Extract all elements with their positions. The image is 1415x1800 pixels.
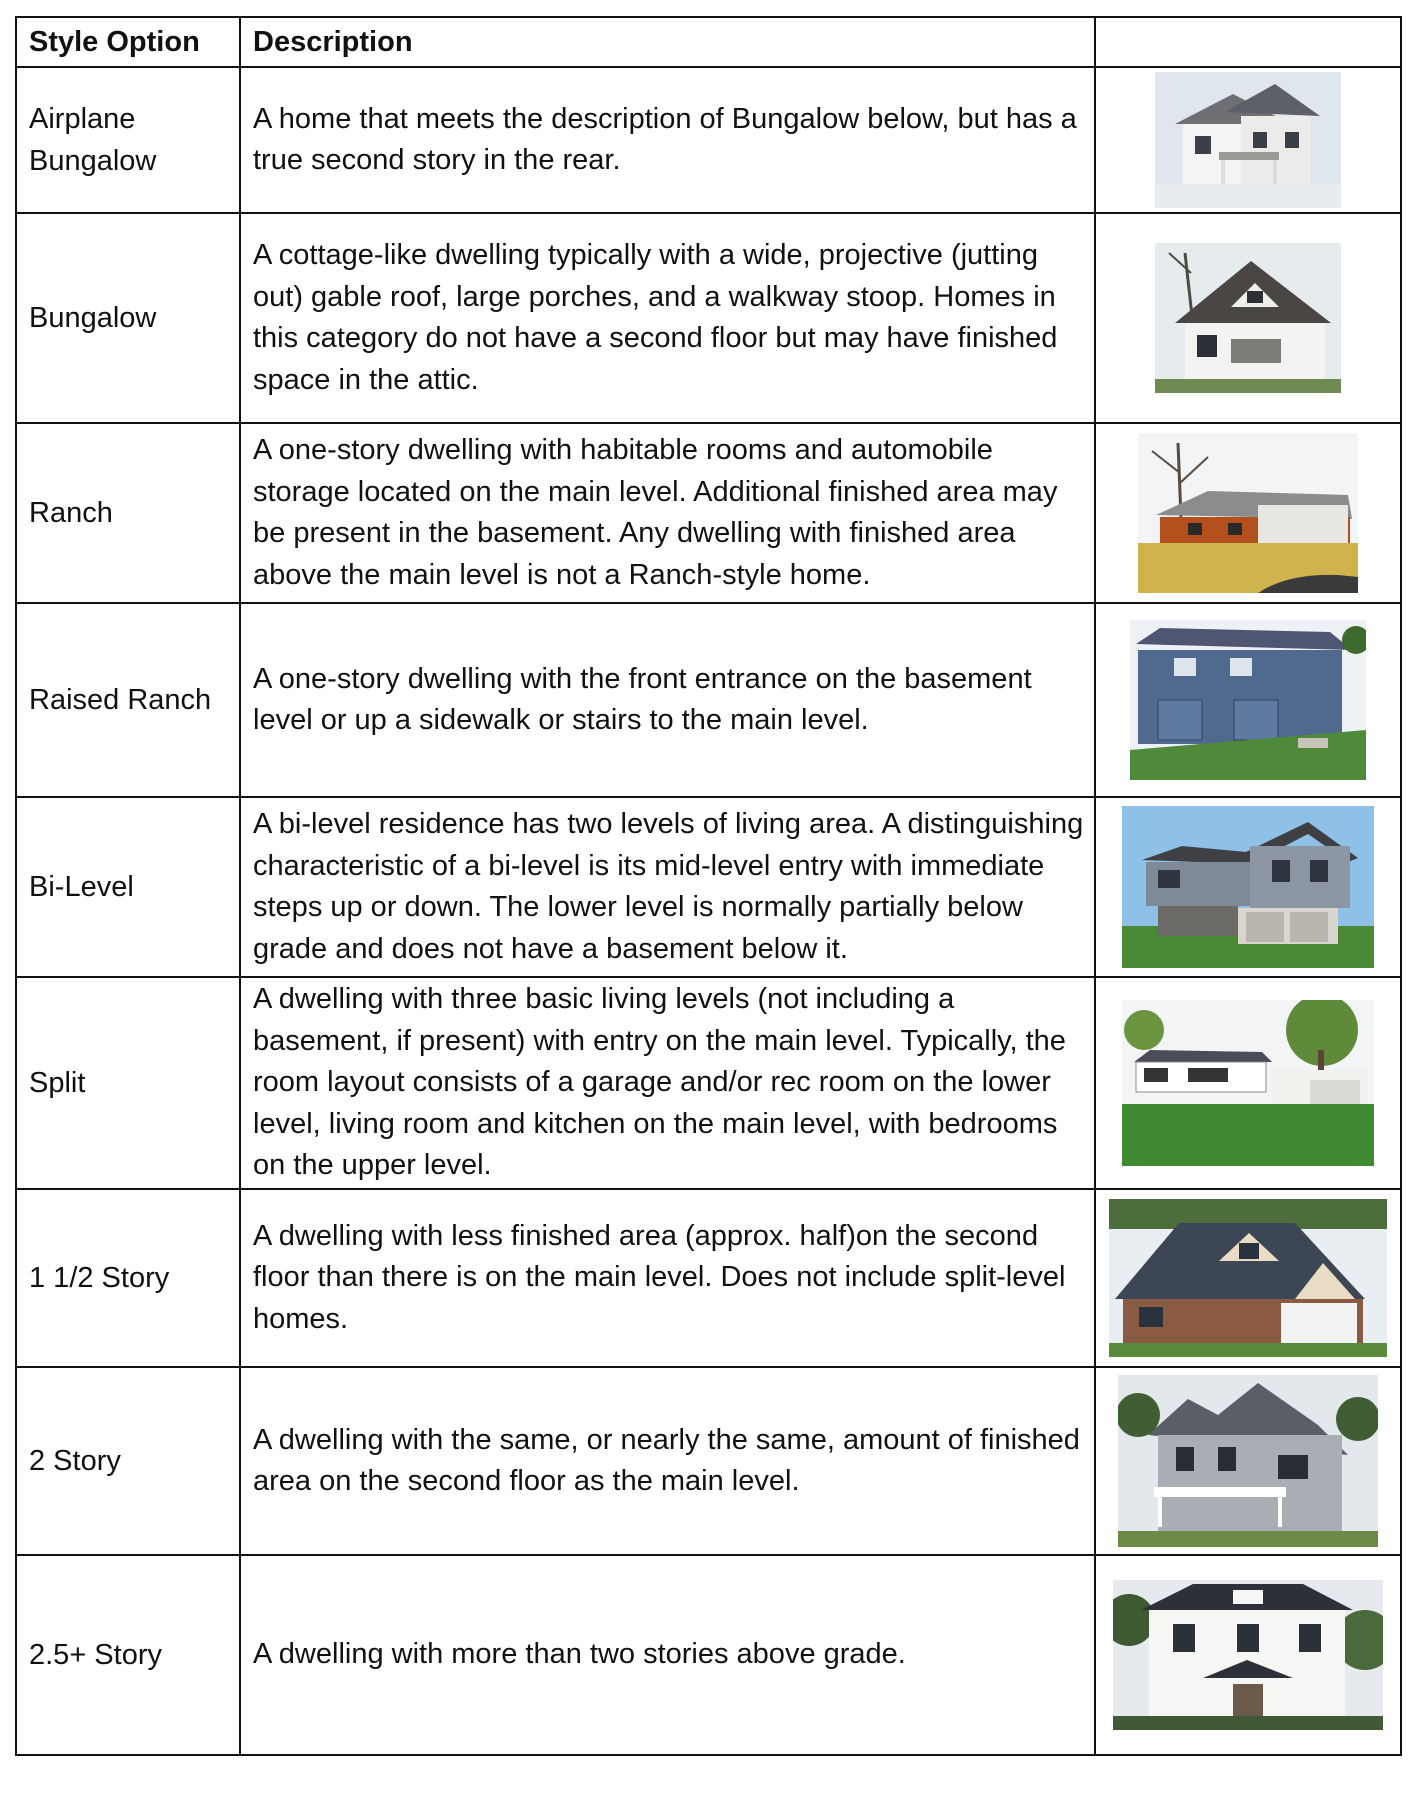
description-cell: A bi-level residence has two levels of living area. A distinguishing characteristic of a bi-level is its mid-level entry with immediate steps up or down. The lower level is normally partially below grade and does not have a basement below it.: [240, 797, 1095, 977]
table-row: [16, 603, 1401, 797]
style-option-cell: 2 Story: [16, 1367, 240, 1555]
table-row: [16, 1555, 1401, 1755]
photo-cell: [1095, 1367, 1401, 1555]
style-option-cell: Raised Ranch: [16, 603, 240, 797]
table-row: [16, 67, 1401, 213]
photo-cell: [1095, 603, 1401, 797]
two-and-half-story-photo: [1113, 1580, 1383, 1730]
description-cell: A cottage-like dwelling typically with a wide, projective (jutting out) gable roof, large porches, and a walkway stoop. Homes in this category do not have a second floor but may have finished space in the attic.: [240, 213, 1095, 423]
style-option-cell: Airplane Bungalow: [16, 67, 240, 213]
header-style-option: Style Option: [16, 17, 240, 67]
split-photo: [1122, 1000, 1374, 1166]
description-cell: A dwelling with the same, or nearly the same, amount of finished area on the second floor as the main level.: [240, 1367, 1095, 1555]
photo-cell: [1095, 1555, 1401, 1755]
style-option-cell: Bungalow: [16, 213, 240, 423]
table-row: [16, 797, 1401, 977]
style-option-cell: 2.5+ Story: [16, 1555, 240, 1755]
style-option-cell: Bi-Level: [16, 797, 240, 977]
style-option-cell: 1 1/2 Story: [16, 1189, 240, 1367]
table-row: [16, 423, 1401, 603]
table-row: [16, 1367, 1401, 1555]
photo-cell: [1095, 797, 1401, 977]
style-option-cell: Ranch: [16, 423, 240, 603]
description-cell: A one-story dwelling with the front entrance on the basement level or up a sidewalk or stairs to the main level.: [240, 603, 1095, 797]
description-cell: A home that meets the description of Bungalow below, but has a true second story in the rear.: [240, 67, 1095, 213]
bi-level-photo: [1122, 806, 1374, 968]
header-image: [1095, 17, 1401, 67]
raised-ranch-photo: [1130, 620, 1366, 780]
photo-cell: [1095, 1189, 1401, 1367]
description-cell: A one-story dwelling with habitable rooms and automobile storage located on the main level. Additional finished area may be present in the basement. Any dwelling with finished area above the main level is not a Ranch-style home.: [240, 423, 1095, 603]
style-option-cell: Split: [16, 977, 240, 1189]
header-row: [16, 17, 1401, 67]
photo-cell: [1095, 213, 1401, 423]
photo-cell: [1095, 977, 1401, 1189]
description-cell: A dwelling with three basic living levels (not including a basement, if present) with entry on the main level. Typically, the room layout consists of a garage and/or rec room on the lower level, living room and kitchen on the main level, with bedrooms on the upper level.: [240, 977, 1095, 1189]
table-row: [16, 213, 1401, 423]
house-style-table: [15, 16, 1402, 1756]
photo-cell: [1095, 423, 1401, 603]
header-description: Description: [240, 17, 1095, 67]
table-row: [16, 977, 1401, 1189]
two-story-photo: [1118, 1375, 1378, 1547]
photo-cell: [1095, 67, 1401, 213]
description-cell: A dwelling with more than two stories above grade.: [240, 1555, 1095, 1755]
bungalow-photo: [1155, 243, 1341, 393]
description-cell: A dwelling with less finished area (approx. half)on the second floor than there is on the main level. Does not include split-level homes.: [240, 1189, 1095, 1367]
airplane-bungalow-photo: [1155, 72, 1341, 208]
table-row: [16, 1189, 1401, 1367]
ranch-photo: [1138, 433, 1358, 593]
one-and-half-story-photo: [1109, 1199, 1387, 1357]
